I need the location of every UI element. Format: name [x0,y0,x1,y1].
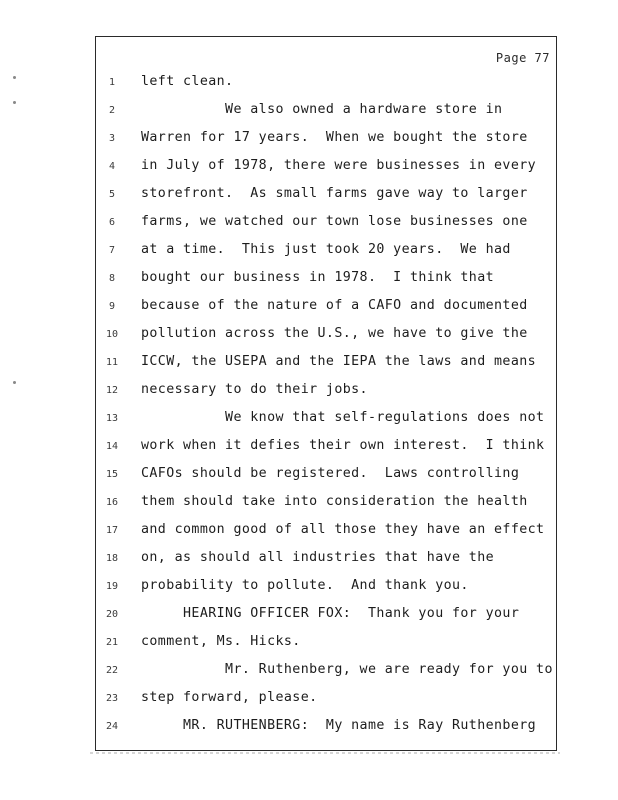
line-text: necessary to do their jobs. [141,382,368,397]
line-number: 16 [105,497,119,508]
scan-edge-artifact [90,752,560,754]
line-number: 5 [108,189,116,200]
line-text: HEARING OFFICER FOX: Thank you for your [141,606,520,621]
line-text: probability to pollute. And thank you. [141,578,469,593]
line-number: 15 [105,469,119,480]
line-number: 22 [105,665,119,676]
line-text: pollution across the U.S., we have to give the [141,326,528,341]
line-number: 1 [108,77,116,88]
line-number: 20 [105,609,119,620]
line-text: MR. RUTHENBERG: My name is Ray Ruthenberg [141,718,537,733]
line-text: bought our business in 1978. I think that [141,270,495,285]
line-number: 10 [105,329,119,340]
line-number: 4 [108,161,116,172]
line-text: storefront. As small farms gave way to larger [141,186,528,201]
line-number: 7 [108,245,116,256]
line-text: at a time. This just took 20 years. We had [141,242,511,257]
line-text: CAFOs should be registered. Laws controlling [141,466,520,481]
line-number: 11 [105,357,119,368]
line-number: 13 [105,413,119,424]
scan-speck [13,381,16,384]
line-text: and common good of all those they have an effect [141,522,545,537]
scan-speck [13,76,16,79]
line-text: ICCW, the USEPA and the IEPA the laws and means [141,354,537,369]
line-text: farms, we watched our town lose businesses one [141,214,528,229]
line-text: step forward, please. [141,690,318,705]
line-number: 21 [105,637,119,648]
line-number: 3 [108,133,116,144]
line-text: comment, Ms. Hicks. [141,634,301,649]
line-number: 18 [105,553,119,564]
line-number: 6 [108,217,116,228]
line-text: We know that self-regulations does not [141,410,545,425]
line-number: 24 [105,721,119,732]
line-number: 9 [108,301,116,312]
line-text: in July of 1978, there were businesses in every [141,158,537,173]
line-number: 12 [105,385,119,396]
line-text: on, as should all industries that have the [141,550,495,565]
line-text: We also owned a hardware store in [141,102,503,117]
line-text: Warren for 17 years. When we bought the store [141,130,528,145]
line-number: 19 [105,581,119,592]
line-number: 14 [105,441,119,452]
page-number: Page 77 [495,51,550,65]
scan-speck [13,101,16,104]
line-number: 17 [105,525,119,536]
line-text: work when it defies their own interest. I think [141,438,545,453]
line-text: them should take into consideration the health [141,494,528,509]
line-text: Mr. Ruthenberg, we are ready for you to [141,662,553,677]
line-number: 23 [105,693,119,704]
line-text: because of the nature of a CAFO and documented [141,298,528,313]
line-text: left clean. [141,74,234,89]
line-number: 2 [108,105,116,116]
line-number: 8 [108,273,116,284]
transcript-page [95,36,557,751]
